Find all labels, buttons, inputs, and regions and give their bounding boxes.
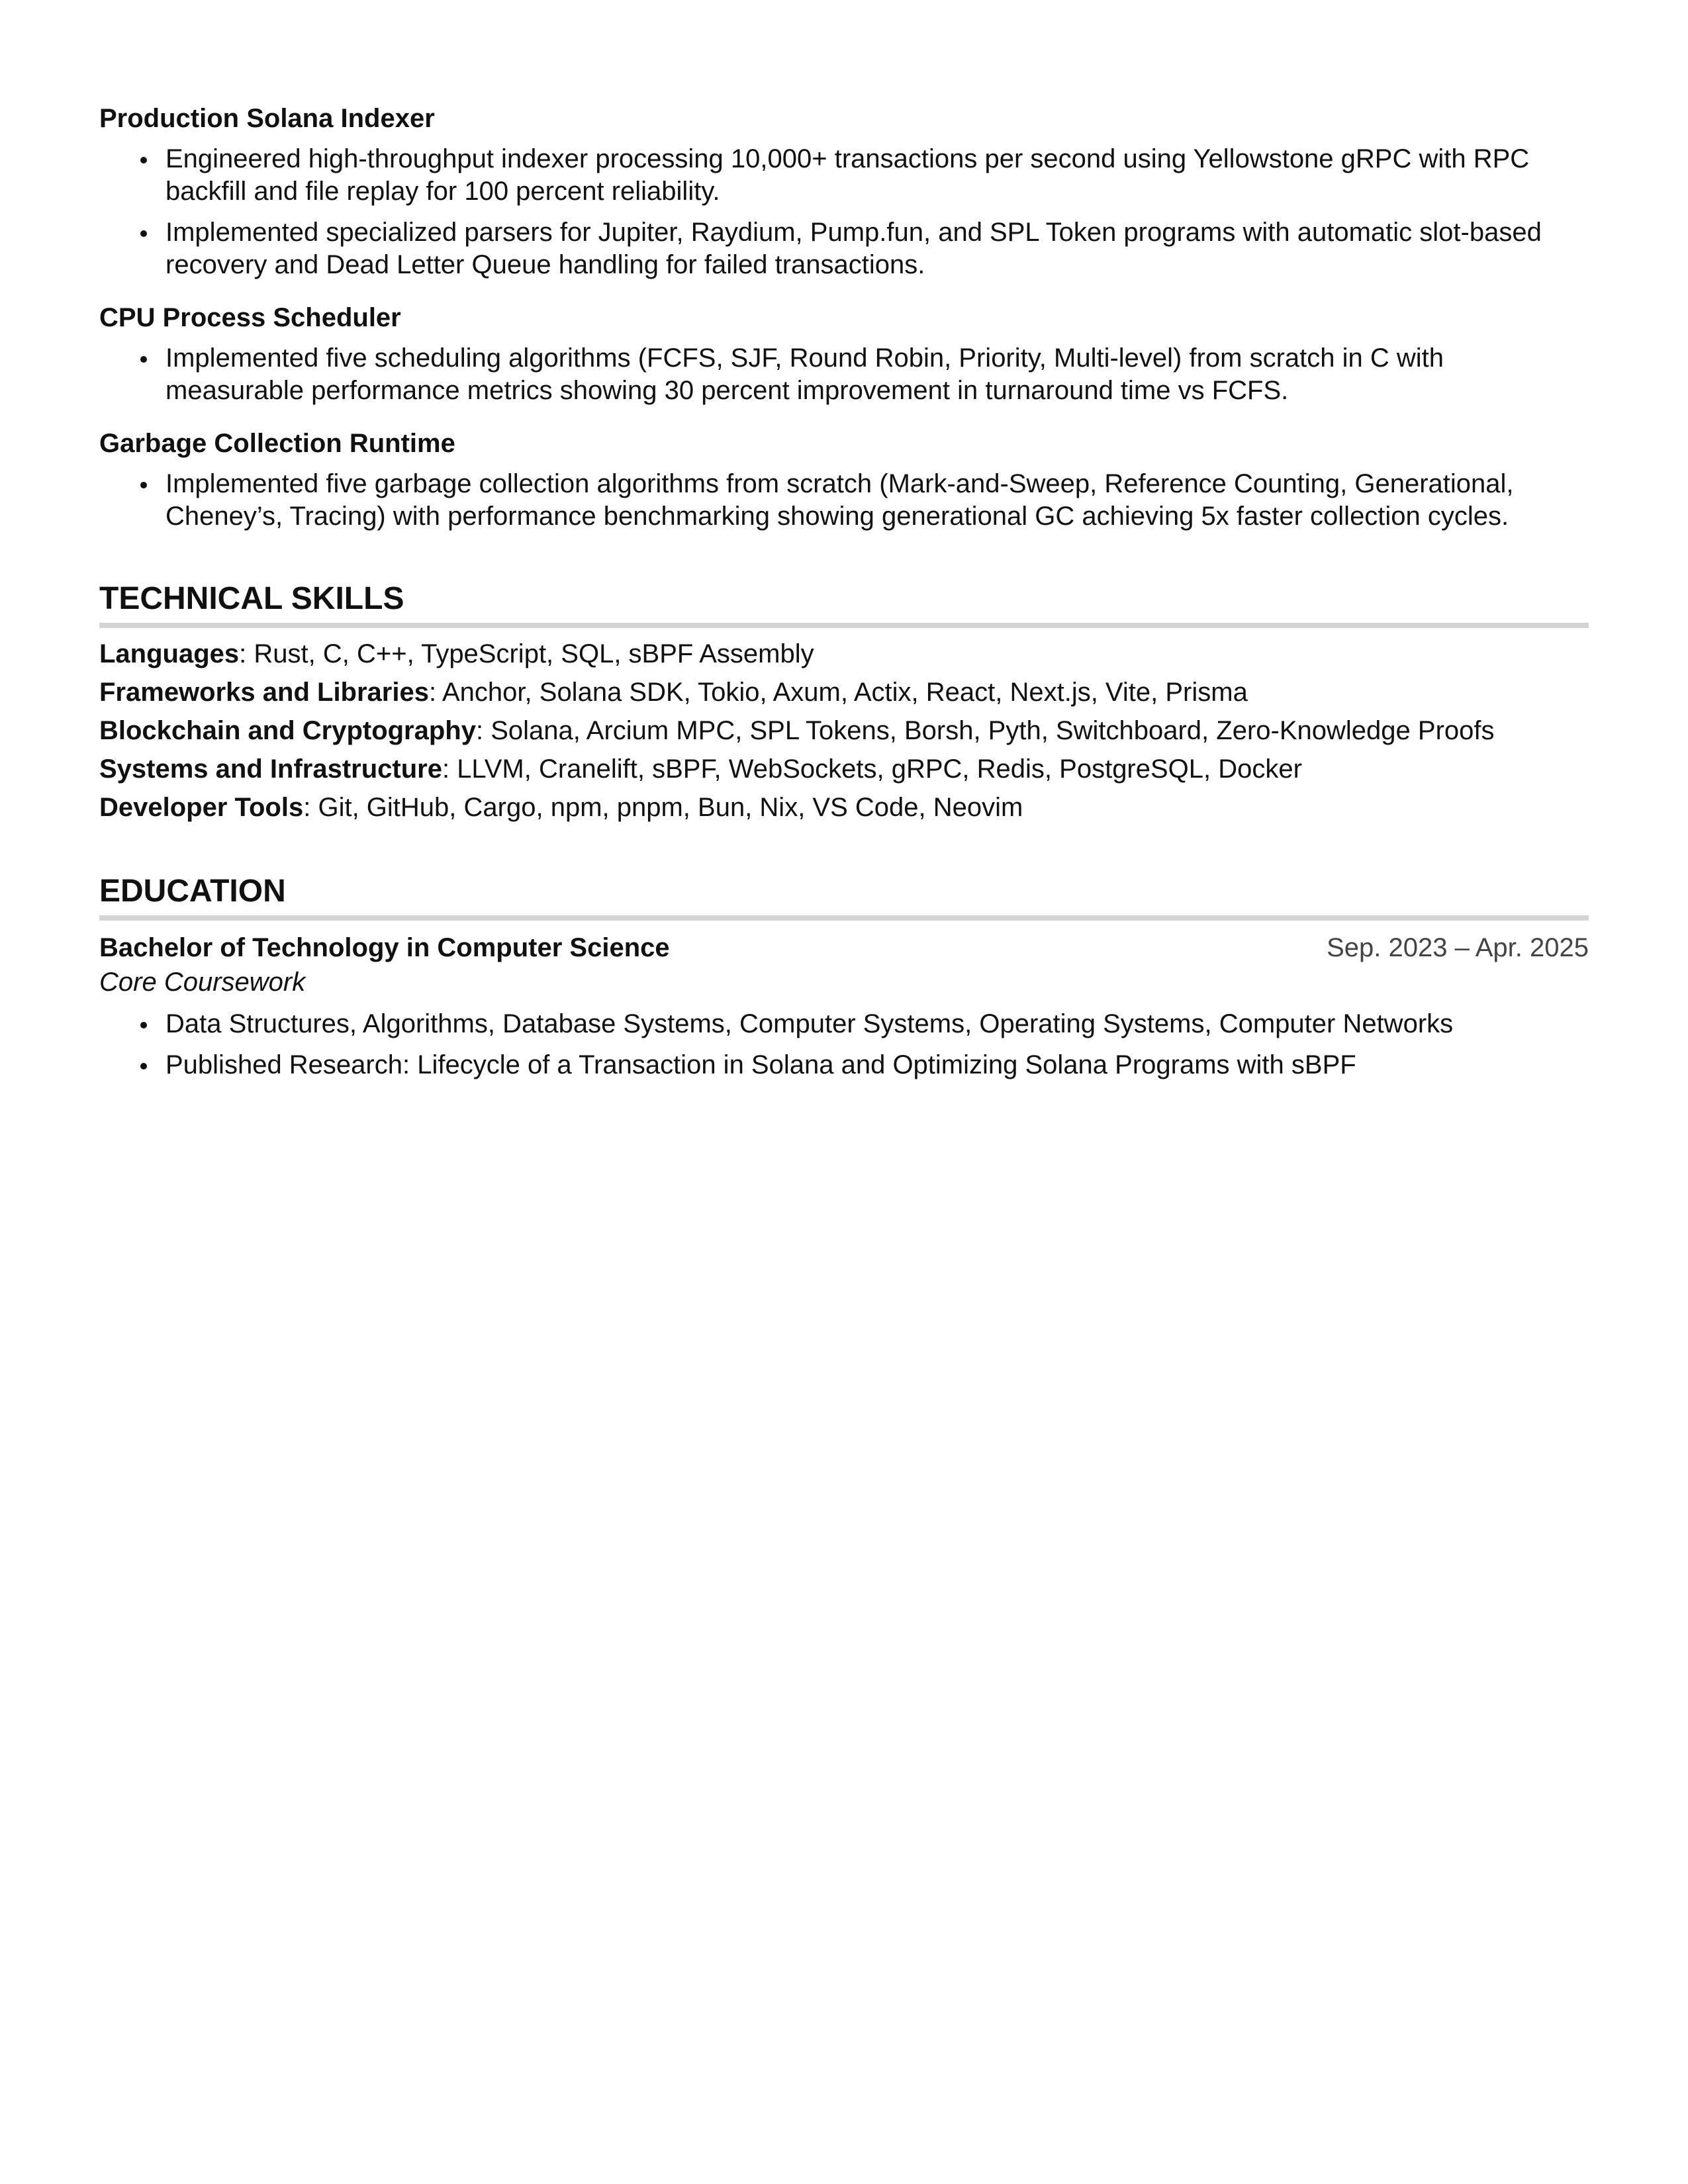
project-title: CPU Process Scheduler bbox=[99, 303, 401, 332]
skill-items: Solana, Arcium MPC, SPL Tokens, Borsh, Pyth, Switchboard, Zero-Knowledge Proofs bbox=[491, 716, 1495, 745]
skill-category: Frameworks and Libraries bbox=[99, 678, 429, 707]
bullet-item: Implemented five scheduling algorithms (FCFS, SJF, Round Robin, Priority, Multi-level) from scratch in C with measurable performance metrics showing 30 percent improvement in turnaround time vs FCFS. bbox=[99, 342, 1589, 407]
education-entry bbox=[99, 931, 1589, 964]
project-title: Garbage Collection Runtime bbox=[99, 429, 455, 458]
skill-category: Systems and Infrastructure bbox=[99, 754, 442, 784]
bullet-item: Published Research: Lifecycle of a Transaction in Solana and Optimizing Solana Programs with sBPF bbox=[99, 1049, 1589, 1081]
skill-row-frameworks: Frameworks and Libraries: Anchor, Solana SDK, Tokio, Axum, Actix, React, Next.js, Vite, Prisma bbox=[99, 678, 1248, 707]
project-garbage-collection bbox=[99, 427, 1589, 533]
degree-title: Bachelor of Technology in Computer Science bbox=[99, 933, 670, 962]
skill-items: Git, GitHub, Cargo, npm, pnpm, Bun, Nix, VS Code, Neovim bbox=[318, 793, 1023, 822]
skills-list bbox=[99, 635, 1589, 827]
bullet-item: Implemented five garbage collection algorithms from scratch (Mark-and-Sweep, Reference Counting, Generational, Cheney’s, Tracing) with performance benchmarking showing generational GC achieving 5x faster collection cycles. bbox=[99, 468, 1589, 533]
skill-row-blockchain: Blockchain and Cryptography: Solana, Arcium MPC, SPL Tokens, Borsh, Pyth, Switchboard, Zero-Knowledge Proofs bbox=[99, 716, 1495, 745]
skill-items: Anchor, Solana SDK, Tokio, Axum, Actix, React, Next.js, Vite, Prisma bbox=[442, 678, 1248, 707]
project-solana-indexer bbox=[99, 102, 1589, 281]
skill-category: Blockchain and Cryptography bbox=[99, 716, 476, 745]
coursework-label: Core Coursework bbox=[99, 968, 306, 997]
bullet-item: Engineered high-throughput indexer processing 10,000+ transactions per second using Yellowstone gRPC with RPC backfill and file replay for 100 percent reliability. bbox=[99, 143, 1589, 208]
education-bullets bbox=[99, 1008, 1589, 1081]
skill-category: Developer Tools bbox=[99, 793, 304, 822]
education-dates: Sep. 2023 – Apr. 2025 bbox=[1327, 933, 1589, 962]
section-heading: EDUCATION bbox=[99, 872, 1589, 921]
skill-category: Languages bbox=[99, 639, 240, 668]
skill-items: LLVM, Cranelift, sBPF, WebSockets, gRPC, Redis, PostgreSQL, Docker bbox=[457, 754, 1302, 784]
project-title: Production Solana Indexer bbox=[99, 104, 435, 133]
skill-row-languages: Languages: Rust, C, C++, TypeScript, SQL, sBPF Assembly bbox=[99, 639, 814, 668]
project-bullets bbox=[99, 468, 1589, 533]
bullet-item: Data Structures, Algorithms, Database Systems, Computer Systems, Operating Systems, Computer Networks bbox=[99, 1008, 1589, 1040]
skill-row-devtools: Developer Tools: Git, GitHub, Cargo, npm, pnpm, Bun, Nix, VS Code, Neovim bbox=[99, 793, 1023, 822]
education-section bbox=[99, 872, 1589, 1081]
technical-skills-section bbox=[99, 579, 1589, 827]
section-heading: TECHNICAL SKILLS bbox=[99, 579, 1589, 628]
skill-row-systems: Systems and Infrastructure: LLVM, Cranelift, sBPF, WebSockets, gRPC, Redis, PostgreSQL, Docker bbox=[99, 754, 1302, 784]
skill-items: Rust, C, C++, TypeScript, SQL, sBPF Assembly bbox=[254, 639, 814, 668]
bullet-item: Implemented specialized parsers for Jupiter, Raydium, Pump.fun, and SPL Token programs with automatic slot-based recovery and Dead Letter Queue handling for failed transactions. bbox=[99, 216, 1589, 281]
project-bullets bbox=[99, 342, 1589, 407]
project-cpu-scheduler bbox=[99, 301, 1589, 407]
project-bullets bbox=[99, 143, 1589, 281]
